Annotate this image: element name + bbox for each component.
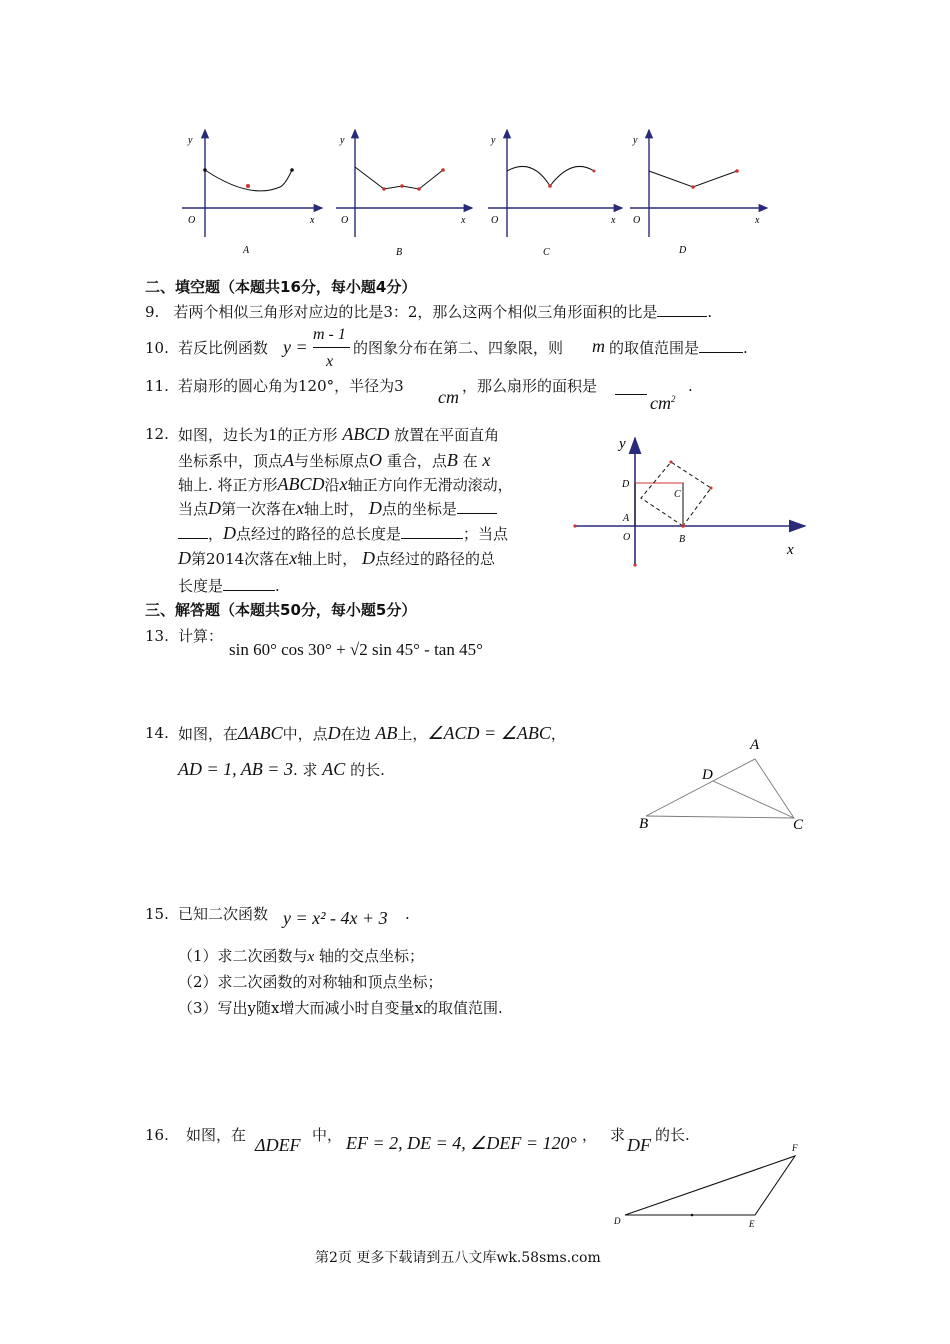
q16-fig-D: D: [614, 1216, 621, 1226]
q11-num: 11.: [145, 377, 169, 395]
graph-c-y-label: y: [491, 135, 496, 146]
q9: 9. 若两个相似三角形对应边的比是3：2，那么这两个相似三角形面积的比是 .: [145, 303, 713, 321]
q12-l1-abcd: ABCD: [342, 424, 390, 444]
q15-part-3: （3）写出y随x增大而减小时自变量x的取值范围.: [178, 999, 503, 1017]
q12-blank-3: [223, 576, 275, 591]
q14-mid3: 上，: [397, 725, 428, 743]
q12-line-2: [178, 450, 490, 471]
q16-given: EF = 2, DE = 4, ∠DEF = 120°: [346, 1133, 577, 1153]
graph-d-y-label: y: [633, 135, 638, 146]
q14-num: 14.: [145, 724, 169, 742]
page-footer: 第2页 更多下载请到五八文库wk.58sms.com: [315, 1250, 601, 1266]
graph-c-origin: O: [491, 215, 499, 226]
q10-num: 10.: [145, 339, 169, 357]
q11-period: .: [688, 377, 693, 395]
q16-figure: [605, 1140, 815, 1235]
q12-l4-d: 点的坐标是: [381, 500, 457, 518]
q11-mid: ，那么扇形的面积是: [462, 377, 598, 395]
q14-figure: [630, 732, 810, 832]
q14-fig-C: C: [793, 817, 804, 832]
q16-num: 16.: [145, 1126, 169, 1144]
q15-part-2: （2）求二次函数的对称轴和顶点坐标；: [178, 973, 443, 991]
q12-l5-c: ；当点: [463, 525, 509, 543]
q16-triangle: [625, 1156, 795, 1215]
graph-b-origin: O: [341, 215, 349, 226]
graph-b-y-label: y: [340, 135, 345, 146]
q15-part-1: [178, 946, 424, 967]
q12-line-1: [178, 424, 499, 445]
q14-line-1: [178, 723, 566, 744]
graph-c: [488, 130, 622, 258]
graph-d-origin: O: [633, 215, 641, 226]
graph-b-x-label: x: [461, 215, 466, 226]
q12-line-6: [178, 548, 495, 569]
q12-l3-b: 沿: [324, 476, 340, 494]
q11-unit-text: cm: [650, 393, 671, 413]
q10-numerator: m - 1: [313, 326, 346, 343]
graph-a-option: A: [243, 245, 250, 256]
q12-fig-A: A: [623, 513, 630, 524]
q12-l3-abcd: ABCD: [277, 474, 325, 494]
q14-fig-A: A: [750, 737, 760, 753]
q11-sup: 2: [671, 394, 676, 404]
graph-b-option: B: [396, 247, 403, 258]
q10-blank: [699, 338, 743, 353]
q11-unit: [650, 389, 676, 413]
q12-l6-D: D: [178, 548, 191, 568]
q12-l5-a: ，: [208, 525, 224, 543]
section3-heading: 三、解答题（本题共50分，每小题5分）: [145, 601, 417, 619]
q16-DF: DF: [627, 1135, 651, 1155]
q10-fraction-bar: [313, 347, 350, 348]
q12-l4-D: D: [208, 498, 222, 518]
graph-b: [336, 130, 472, 258]
q12-l2-d: 在: [462, 452, 478, 470]
q15-p1-a: （1）求二次函数与: [178, 947, 308, 965]
q10-denominator: x: [326, 353, 334, 370]
q15-pre: 已知二次函数: [178, 905, 269, 923]
section2-heading: 二、填空题（本题共16分，每小题4分）: [145, 278, 417, 296]
graph-d-x-label: x: [755, 215, 760, 226]
q16-tri: ΔDEF: [255, 1135, 301, 1155]
q11-blank: [615, 380, 647, 395]
q16-pre: 如图，在: [186, 1126, 247, 1144]
q12-l2-c: 重合，点: [386, 452, 447, 470]
q12-l4-a: 当点: [178, 500, 209, 518]
q12-l7-a: 长度是: [178, 577, 224, 595]
q10-m: m: [592, 336, 605, 356]
q12-fig-O: O: [623, 532, 631, 543]
graph-d-option: D: [679, 245, 687, 256]
q12-l4-x: x: [296, 498, 305, 518]
q12-fig-D: D: [622, 479, 630, 490]
q10-mid: 的图象分布在第二、四象限，则: [353, 339, 564, 357]
q10-post-text: 的取值范围是: [609, 339, 700, 357]
q12-line-7: [178, 576, 280, 596]
q15-post: .: [405, 905, 410, 923]
q12-l4-b: 第一次落在: [221, 500, 297, 518]
q11-cm: cm: [438, 387, 459, 407]
graph-a-y-label: y: [188, 135, 193, 146]
graph-b-line: [355, 167, 443, 189]
q14-mid1: 中，点: [282, 725, 328, 743]
q12-l6-b: 轴上时，: [297, 550, 358, 568]
q16-end: 的长.: [655, 1126, 690, 1144]
q12-l1-b: 放置在平面直角: [394, 426, 500, 444]
q14-pre: 如图，在: [178, 725, 239, 743]
q12-l3-a: 轴上. 将正方形: [178, 476, 278, 494]
q12-l4-D2: D: [368, 498, 382, 518]
q14-triangle: [646, 759, 794, 818]
q14-tri: ΔABC: [238, 723, 283, 743]
q12-l6-c: 点经过的路径的总: [374, 550, 495, 568]
graph-d: [630, 130, 767, 256]
q14-AC: AC: [322, 759, 346, 779]
q13-text: 计算：: [178, 627, 224, 645]
q15-num: 15.: [145, 905, 169, 923]
q12-l2-O: O: [369, 450, 383, 470]
q11-pre: 若扇形的圆心角为120°，半径为3: [178, 377, 404, 395]
q14-D: D: [327, 723, 341, 743]
graph-a-origin: O: [188, 215, 196, 226]
q12-l3-c: 轴正方向作无滑动滚动，: [347, 476, 513, 494]
q12-l2-a: 坐标系中，顶点: [178, 452, 284, 470]
q12-l2-b: 与坐标原点: [294, 452, 370, 470]
q12-blank-2: [401, 524, 463, 539]
q12-fig-B: B: [679, 534, 686, 545]
q12-l5-b: 点经过的路径的总长度是: [236, 525, 402, 543]
q14-mid2: 在边: [340, 725, 371, 743]
q12-l2-B: B: [446, 450, 458, 470]
q12-l1-a: 如图，边长为1的正方形: [178, 426, 338, 444]
q14-end: 的长.: [350, 761, 385, 779]
q12-l6-x: x: [289, 548, 298, 568]
q10-post: 的取值范围是 .: [609, 339, 748, 357]
q14-fig-B: B: [639, 816, 649, 832]
q14-fig-D: D: [702, 767, 713, 783]
q13-num: 13.: [145, 627, 169, 645]
q12-line-4: [178, 498, 497, 519]
q12-l6-a: 第2014次落在: [191, 550, 290, 568]
q12-num: 12.: [145, 425, 169, 443]
q16-fig-E: E: [749, 1219, 755, 1229]
q16-ask: 求: [610, 1126, 626, 1144]
q12-l3-x: x: [339, 474, 348, 494]
q12-fig-C: C: [674, 489, 681, 500]
q12-fig-y: y: [619, 436, 626, 452]
q12-l4-c: 轴上时，: [304, 500, 365, 518]
q14-line-2: [178, 759, 385, 780]
option-graphs: [170, 125, 780, 265]
q12-l2-x: x: [482, 450, 491, 470]
q12-l6-D2: D: [361, 548, 375, 568]
graph-c-option: C: [543, 247, 550, 258]
graph-c-x-label: x: [611, 215, 616, 226]
q14-ask: . 求: [292, 761, 318, 779]
q12-figure: [565, 430, 815, 575]
graph-a-x-label: x: [310, 215, 315, 226]
q12-line-5: [178, 523, 508, 544]
q9-num: 9.: [145, 303, 160, 321]
q12-blank-1b: [178, 524, 208, 539]
q9-text: 若两个相似三角形对应边的比是3：2，那么这两个相似三角形面积的比是: [173, 303, 658, 321]
q16-mid: 中，: [312, 1126, 343, 1144]
q12-l2-A: A: [283, 450, 295, 470]
q14-angles: ∠ACD = ∠ABC: [427, 723, 551, 743]
graph-a: [182, 130, 322, 256]
q14-given: AD = 1, AB = 3: [178, 759, 293, 779]
q10-y: y =: [283, 337, 308, 357]
q9-blank: [657, 302, 707, 317]
q15-p1-b: 轴的交点坐标；: [319, 947, 425, 965]
q12-fig-x: x: [787, 542, 794, 558]
q12-l7-b: .: [275, 577, 280, 595]
graph-d-line: [649, 171, 737, 187]
q10-pre: 若反比例函数: [178, 339, 269, 357]
graph-c-curve: [507, 166, 594, 186]
q14-comma: ，: [550, 725, 566, 743]
q15-p1-x: x: [307, 949, 315, 965]
q16-fig-F: F: [792, 1143, 798, 1153]
q16-comma: ，: [582, 1126, 598, 1144]
q12-line-3: [178, 474, 513, 495]
q12-blank-1a: [457, 499, 497, 514]
q14-AB: AB: [375, 723, 398, 743]
q15-func: y = x² - 4x + 3: [283, 908, 388, 928]
q13-expr: sin 60° cos 30° + √2 sin 45° - tan 45°: [229, 640, 483, 659]
q12-l5-D: D: [223, 523, 237, 543]
